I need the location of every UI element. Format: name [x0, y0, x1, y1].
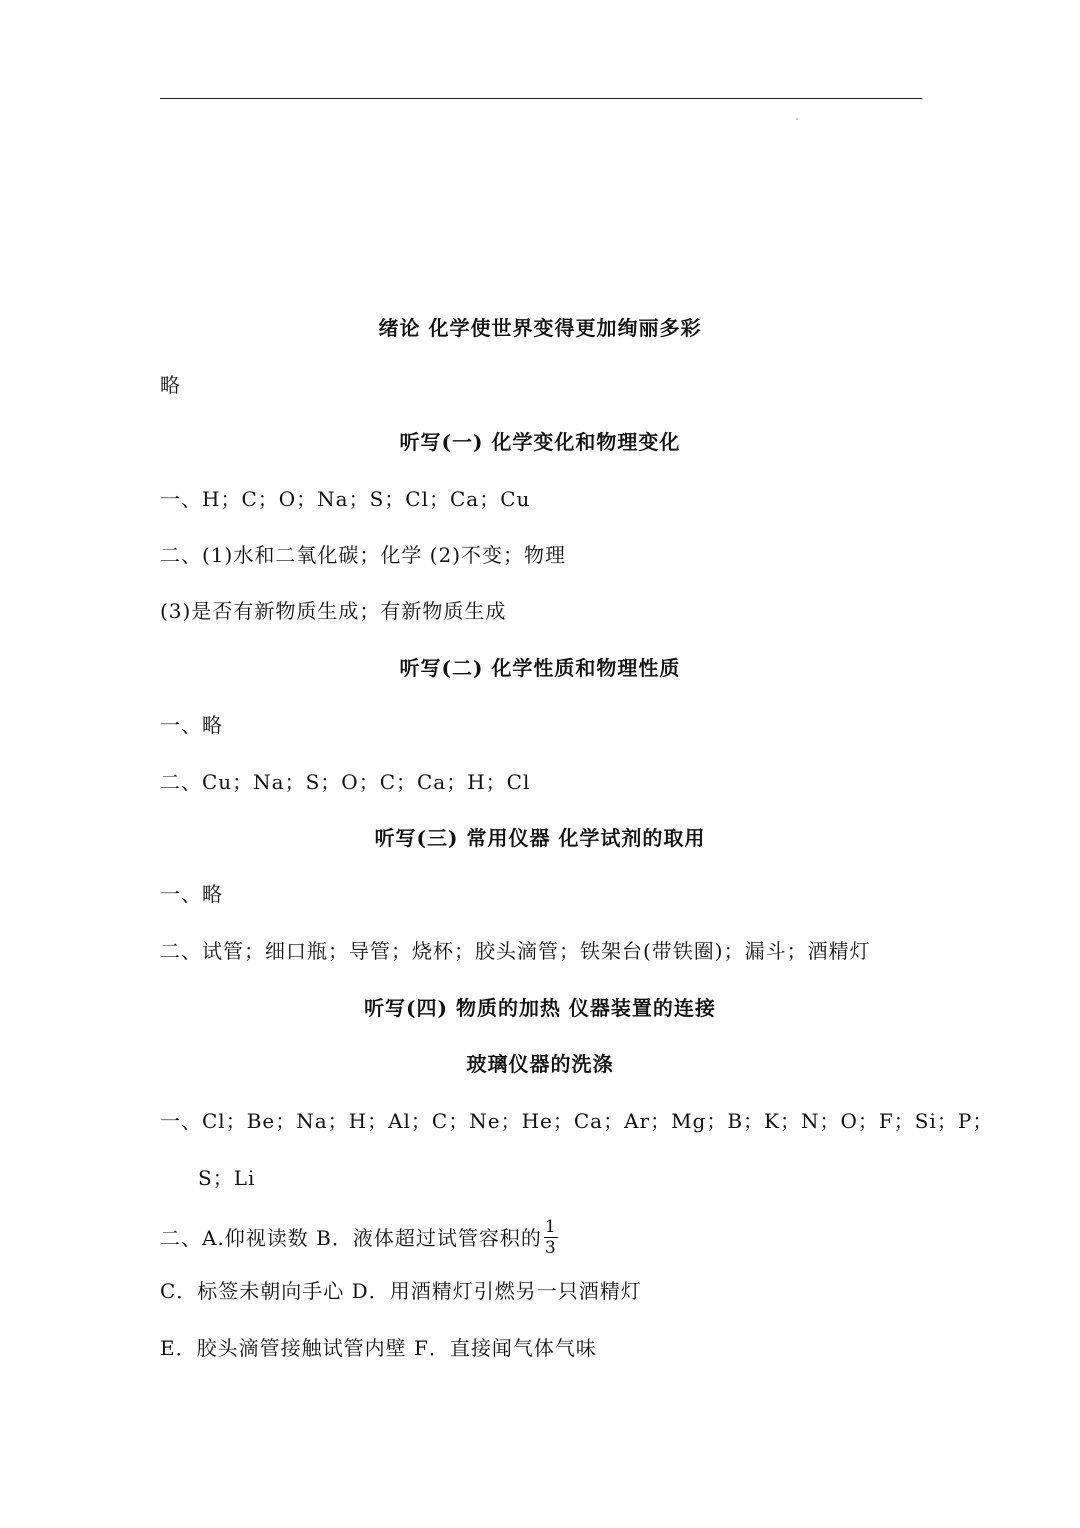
section4-subheading: 玻璃仪器的洗涤: [466, 1052, 614, 1076]
section4-line4: E．胶头滴管接触试管内壁 F．直接闻气体气味: [160, 1336, 597, 1360]
fraction-numerator: 1: [544, 1217, 557, 1237]
section4-line1-continuation: S；Li: [198, 1166, 256, 1190]
section4-line3: C．标签未朝向手心 D．用酒精灯引燃另一只酒精灯: [160, 1279, 642, 1303]
section3-heading: 听写(三) 常用仪器 化学试剂的取用: [374, 826, 706, 850]
section4-line1: 一、Cl；Be；Na；H；Al；C；Ne；He；Ca；Ar；Mg；B；K；N；O；F；Si；P；: [160, 1109, 994, 1133]
section1-line1: 一、H；C；O；Na；S；Cl；Ca；Cu: [160, 487, 531, 511]
section2-heading: 听写(二) 化学性质和物理性质: [399, 656, 681, 680]
speck: [796, 118, 798, 120]
section4-line2-text: 二、A.仰视读数 B．液体超过试管容积的: [160, 1226, 542, 1250]
header-rule: [160, 98, 922, 99]
section4-line2: [160, 1219, 558, 1260]
section2-line1: 一、略: [160, 713, 223, 737]
page-title: 绪论 化学使世界变得更加绚丽多彩: [378, 316, 702, 340]
section2-line2: 二、Cu；Na；S；O；C；Ca；H；Cl: [160, 770, 531, 794]
intro-text: 略: [160, 373, 181, 397]
section1-line3: (3)是否有新物质生成；有新物质生成: [160, 599, 507, 623]
section3-line2: 二、试管；细口瓶；导管；烧杯；胶头滴管；铁架台(带铁圈)；漏斗；酒精灯: [160, 939, 871, 963]
section3-line1: 一、略: [160, 882, 223, 906]
fraction-denominator: 3: [544, 1238, 557, 1258]
section1-heading: 听写(一) 化学变化和物理变化: [399, 430, 681, 454]
section1-line2: 二、(1)水和二氧化碳；化学 (2)不变；物理: [160, 543, 567, 567]
section4-heading: 听写(四) 物质的加热 仪器装置的连接: [364, 996, 716, 1020]
fraction-one-third: [544, 1217, 558, 1258]
